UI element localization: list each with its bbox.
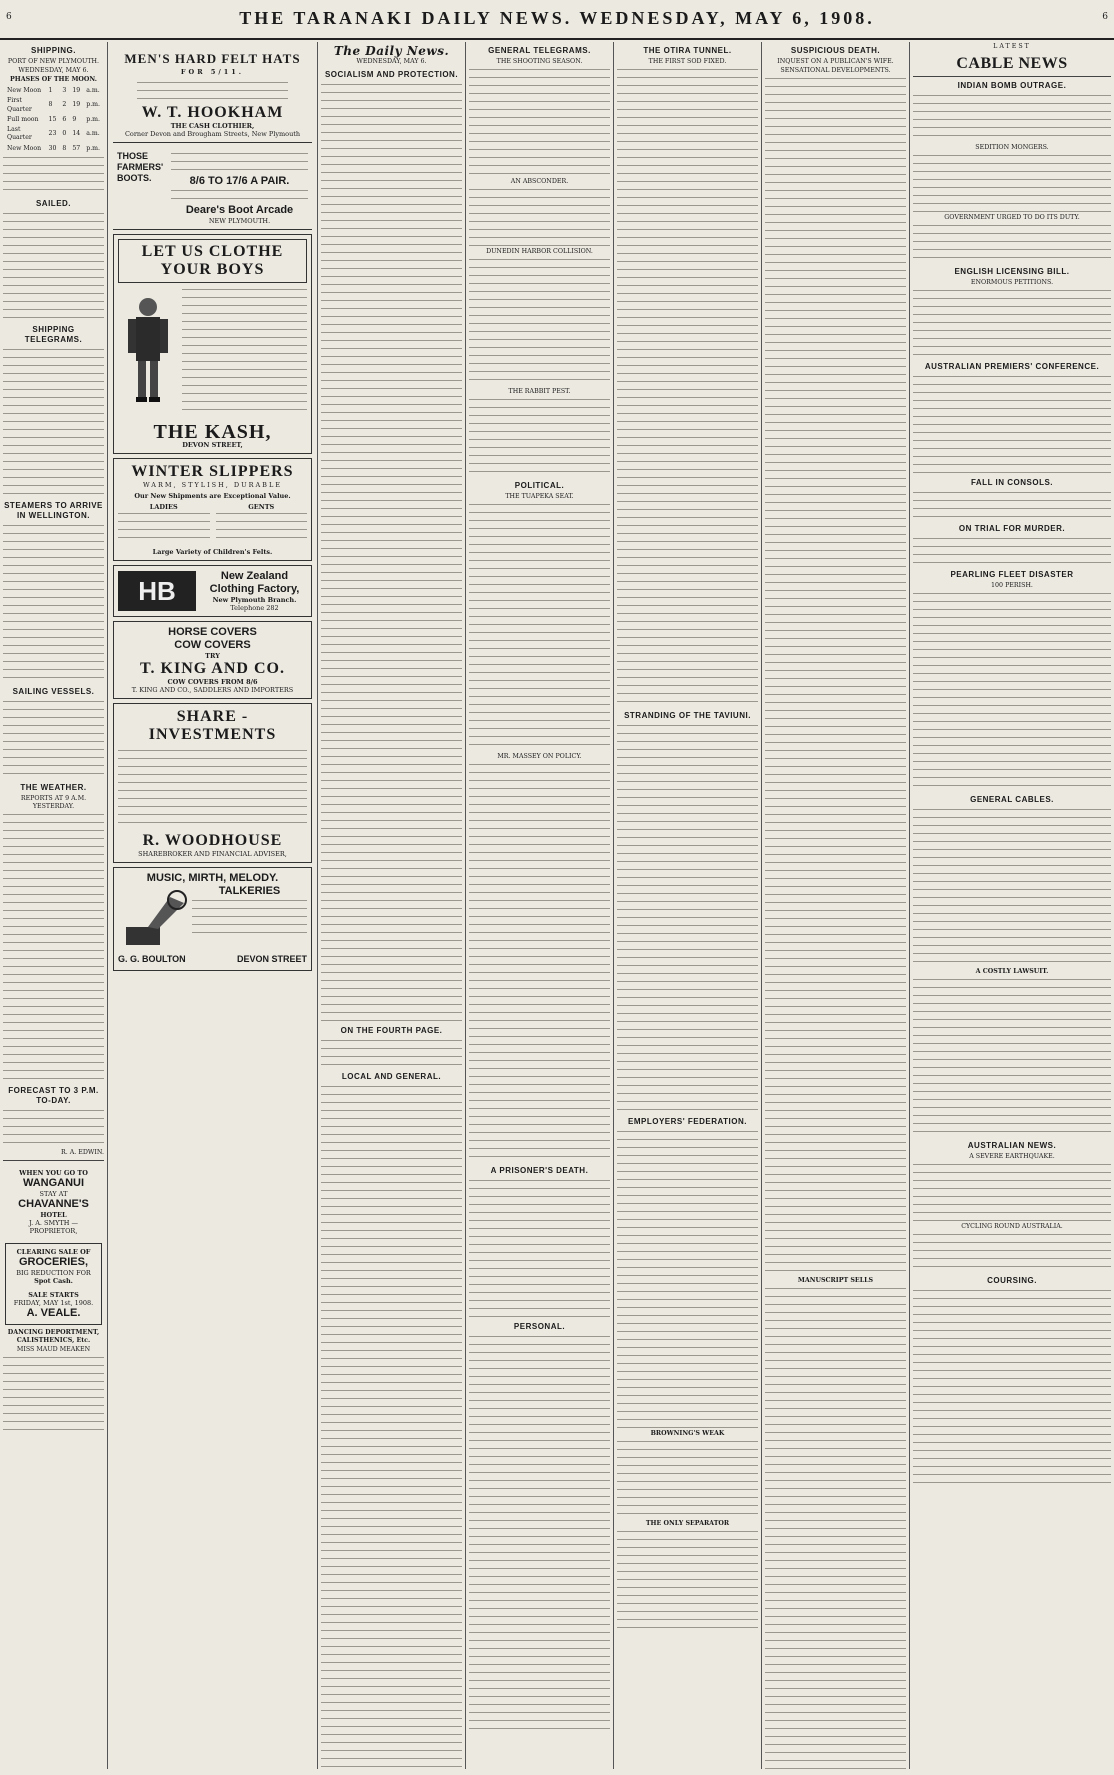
personal-heading: PERSONAL. <box>513 1322 566 1331</box>
nz-clothing-ad: HB New Zealand Clothing Factory, New Plymouth Branch. Telephone 282 <box>113 565 312 617</box>
slippers-ad: WINTER SLIPPERS WARM, STYLISH, DURABLE Our New Shipments are Exceptional Value. LADIES GENTS Large Variety of Children's Felts. <box>113 458 312 561</box>
shipping-telegrams-heading: SHIPPING TELEGRAMS. <box>24 325 83 345</box>
absconder-heading: AN ABSCONDER. <box>510 178 569 185</box>
table-row: New Moon 1 3 19 a.m. <box>7 87 100 94</box>
text-block <box>913 536 1111 566</box>
licensing-heading: ENGLISH LICENSING BILL. <box>954 267 1070 276</box>
text-block <box>137 80 288 100</box>
text-block <box>469 1178 610 1318</box>
text-block <box>913 288 1111 358</box>
column-suspicious-death <box>762 42 910 1769</box>
clearing-sale-ad: CLEARING SALE OF GROCERIES, BIG REDUCTION FOR Spot Cash. SALE STARTS FRIDAY, MAY 1st, 1908. A. VEALE. <box>5 1243 102 1325</box>
editorial-date: WEDNESDAY, MAY 6. <box>356 58 427 65</box>
local-general-heading: LOCAL AND GENERAL. <box>341 1072 442 1081</box>
separator-heading: THE ONLY SEPARATOR <box>645 1520 730 1527</box>
table-row: Last Quarter 23 0 14 a.m. <box>7 126 100 142</box>
text-block <box>765 76 906 1276</box>
hb-logo-icon: HB <box>118 571 196 611</box>
moon-table <box>3 85 104 155</box>
text-block <box>913 153 1111 213</box>
dancing-teacher: MISS MAUD MEAKEN <box>16 1346 91 1354</box>
shooting-heading: THE SHOOTING SEASON. <box>496 58 583 65</box>
text-block <box>617 723 758 1113</box>
collision-heading: DUNEDIN HARBOR COLLISION. <box>486 248 593 255</box>
divider <box>913 76 1111 77</box>
massey-heading: MR. MASSEY ON POLICY. <box>497 753 582 760</box>
talkeries-ad: MUSIC, MIRTH, MELODY. TALKERIES G. G. BOULTON DEVON STREET <box>113 867 312 971</box>
forecast-heading: FORECAST TO 3 P.M. TO-DAY. <box>8 1086 99 1106</box>
column-editorial <box>318 42 466 1769</box>
text-block <box>3 699 104 779</box>
text-block <box>3 211 104 321</box>
text-block <box>913 977 1111 1137</box>
suspicious-death-heading: SUSPICIOUS DEATH. <box>790 46 881 55</box>
premiers-heading: AUSTRALIAN PREMIERS' CONFERENCE. <box>924 362 1100 371</box>
sailed-heading: SAILED. <box>35 199 72 209</box>
table-row: Full moon 15 6 9 p.m. <box>7 115 100 123</box>
column-general-telegrams <box>466 42 614 1769</box>
editorial-masthead: The Daily News. <box>333 44 450 58</box>
taviuni-heading: STRANDING OF THE TAVIUNI. <box>624 711 751 720</box>
text-block <box>913 1162 1111 1222</box>
forecast-signature: R. A. EDWIN. <box>60 1149 104 1157</box>
text-block <box>3 812 104 1082</box>
text-block <box>617 1129 758 1429</box>
text-block <box>469 397 610 477</box>
text-block <box>617 1439 758 1519</box>
hookham-ad: MEN'S HARD FELT HATS FOR 5/11. W. T. HOOKHAM THE CASH CLOTHIER, Corner Devon and Brougham Streets, New Plymouth <box>113 46 312 143</box>
trial-heading: ON TRIAL FOR MURDER. <box>958 524 1066 533</box>
latest-heading: LATEST <box>993 43 1031 50</box>
phonograph-icon <box>118 889 188 949</box>
text-block <box>216 511 308 545</box>
consols-heading: FALL IN CONSOLS. <box>970 478 1054 487</box>
text-block <box>321 1084 462 1769</box>
text-block <box>913 1232 1111 1272</box>
indian-bomb-heading: INDIAN BOMB OUTRAGE. <box>957 81 1067 90</box>
text-block <box>469 67 610 177</box>
text-block <box>913 490 1111 520</box>
text-block <box>3 347 104 497</box>
text-block <box>171 188 308 204</box>
text-block <box>469 762 610 1162</box>
weather-subheading: REPORTS AT 9 A.M. YESTERDAY. <box>20 795 87 811</box>
text-block <box>617 1529 758 1629</box>
text-block <box>469 187 610 247</box>
masthead-title: THE TARANAKI DAILY NEWS. WEDNESDAY, MAY 6, 1908. <box>239 8 875 28</box>
text-block <box>321 1038 462 1068</box>
text-block <box>118 511 210 545</box>
text-block <box>617 67 758 707</box>
lawsuit-heading: A COSTLY LAWSUIT. <box>975 968 1049 975</box>
moon-heading: PHASES OF THE MOON. <box>10 76 97 83</box>
otira-heading: THE OTIRA TUNNEL. <box>643 46 732 55</box>
prisoner-heading: A PRISONER'S DEATH. <box>490 1166 589 1175</box>
text-block <box>3 523 104 683</box>
deare-ad: THOSE FARMERS' BOOTS. 8/6 TO 17/6 A PAIR. Deare's Boot Arcade NEW PLYMOUTH. <box>113 147 312 230</box>
king-ad: HORSE COVERS COW COVERS TRY T. KING AND CO. COW COVERS FROM 8/6 T. KING AND CO., SADDLERS AND IMPORTERS <box>113 621 312 699</box>
column-cable-news <box>910 42 1114 1769</box>
perish-heading: 100 PERISH. <box>991 582 1033 589</box>
cycling-heading: CYCLING ROUND AUSTRALIA. <box>961 1223 1063 1230</box>
text-block <box>171 151 308 175</box>
chavannes-ad: WHEN YOU GO TO WANGANUI STAY AT CHAVANNE'S HOTEL J. A. SMYTH — PROPRIETOR, <box>18 1169 89 1236</box>
table-row: First Quarter 8 2 19 p.m. <box>7 97 100 113</box>
text-block <box>469 502 610 752</box>
text-block <box>3 1355 104 1435</box>
text-block <box>469 257 610 387</box>
pearling-heading: PEARLING FLEET DISASTER <box>950 570 1074 579</box>
general-cables-heading: GENERAL CABLES. <box>970 795 1054 804</box>
socialism-heading: SOCIALISM AND PROTECTION. <box>324 70 459 79</box>
text-block <box>913 374 1111 474</box>
column-advertisements <box>108 42 318 1769</box>
coursing-heading: COURSING. <box>987 1276 1037 1285</box>
text-block <box>913 591 1111 791</box>
text-block <box>913 93 1111 143</box>
browning-heading: BROWNING'S WEAK <box>650 1430 725 1437</box>
masthead <box>0 0 1114 40</box>
manuscript-heading: MANUSCRIPT SELLS <box>797 1277 874 1284</box>
column-otira <box>614 42 762 1769</box>
kash-ad: LET US CLOTHE YOUR BOYS THE KASH, DEVON STREET, <box>113 234 312 454</box>
page-number-left: 6 <box>6 12 12 22</box>
tuapeka-heading: THE TUAPEKA SEAT. <box>505 493 574 500</box>
table-row: New Moon 30 8 57 p.m. <box>7 144 100 152</box>
date-line: WEDNESDAY, MAY 6. <box>18 67 89 74</box>
general-telegrams-heading: GENERAL TELEGRAMS. <box>488 46 591 55</box>
dancing-heading: DANCING DEPORTMENT, CALISTHENICS, Etc. <box>7 1329 100 1345</box>
sedition-heading: SEDITION MONGERS. <box>975 144 1049 151</box>
petitions-heading: ENORMOUS PETITIONS. <box>970 279 1054 286</box>
sailing-vessels-heading: SAILING VESSELS. <box>12 687 95 697</box>
australian-news-heading: AUSTRALIAN NEWS. <box>967 1141 1057 1150</box>
text-block <box>913 1288 1111 1488</box>
boy-illustration <box>118 293 178 413</box>
text-block <box>913 807 1111 967</box>
government-heading: GOVERNMENT URGED TO DO ITS DUTY. <box>944 214 1080 221</box>
text-block <box>182 287 307 419</box>
employers-heading: EMPLOYERS' FEDERATION. <box>628 1117 747 1126</box>
cable-news-heading: CABLE NEWS <box>956 55 1068 72</box>
rabbit-heading: THE RABBIT PEST. <box>508 388 571 395</box>
weather-heading: THE WEATHER. <box>20 783 87 793</box>
text-block <box>3 155 104 195</box>
steamers-heading: STEAMERS TO ARRIVE IN WELLINGTON. <box>4 501 103 521</box>
divider <box>3 1160 104 1161</box>
fourth-page-heading: ON THE FOURTH PAGE. <box>340 1026 443 1035</box>
text-block <box>321 82 462 1022</box>
inquest-heading: INQUEST ON A PUBLICAN'S WIFE. <box>777 58 894 65</box>
shipping-heading: SHIPPING. <box>31 46 76 55</box>
text-block <box>913 223 1111 263</box>
page-number-right: 6 <box>1102 12 1108 22</box>
text-block <box>469 1334 610 1734</box>
text-block <box>765 1286 906 1769</box>
earthquake-heading: A SEVERE EARTHQUAKE. <box>969 1153 1055 1160</box>
first-sod-heading: THE FIRST SOD FIXED. <box>648 58 727 65</box>
woodhouse-ad: SHARE - INVESTMENTS R. WOODHOUSE SHAREBROKER AND FINANCIAL ADVISER, <box>113 703 312 863</box>
sensational-heading: SENSATIONAL DEVELOPMENTS. <box>780 67 891 74</box>
text-block <box>3 1108 104 1148</box>
text-block <box>192 898 307 938</box>
port-line: PORT OF NEW PLYMOUTH. <box>7 58 100 65</box>
text-block <box>118 748 307 828</box>
column-shipping <box>0 42 108 1769</box>
political-heading: POLITICAL. <box>514 481 565 490</box>
